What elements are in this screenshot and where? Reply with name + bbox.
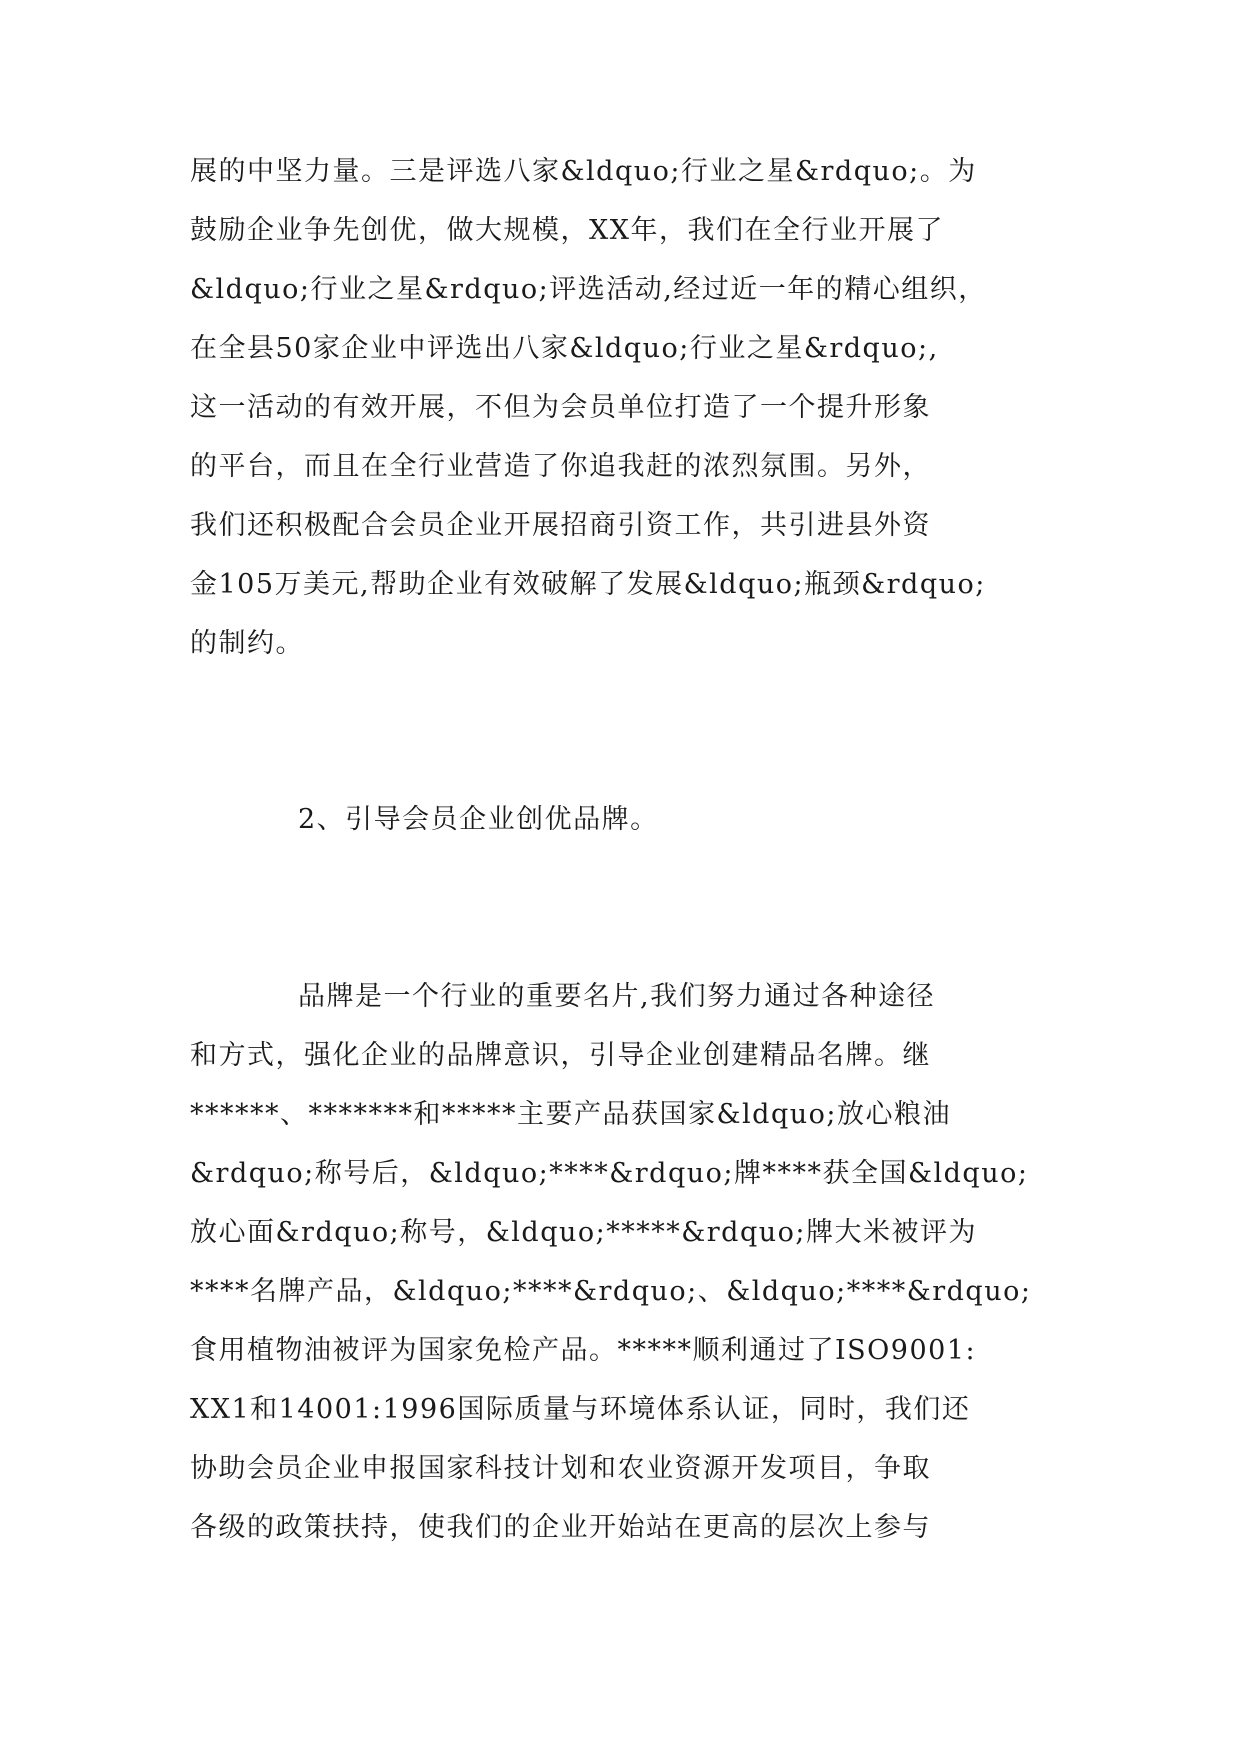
paragraph-1-line: 鼓励企业争先创优，做大规模，XX年，我们在全行业开展了: [190, 215, 944, 246]
paragraph-1-line: 我们还积极配合会员企业开展招商引资工作，共引进县外资: [190, 510, 931, 541]
paragraph-2-line: &rdquo;称号后，&ldquo;****&rdquo;牌****获全国&ldquo;: [190, 1158, 1029, 1189]
section-heading: 2、引导会员企业创优品牌。: [298, 804, 659, 835]
paragraph-1-line: 这一活动的有效开展，不但为会员单位打造了一个提升形象: [190, 392, 931, 423]
paragraph-2-line: 食用植物油被评为国家免检产品。*****顺利通过了ISO9001:: [190, 1335, 977, 1366]
paragraph-1-line: 的平台，而且在全行业营造了你追我赶的浓烈氛围。另外，: [190, 451, 931, 482]
paragraph-1-line: &ldquo;行业之星&rdquo;评选活动,经过近一年的精心组织，: [190, 274, 987, 305]
paragraph-2-line: ******、*******和*****主要产品获国家&ldquo;放心粮油: [190, 1099, 951, 1130]
paragraph-2-line: 品牌是一个行业的重要名片,我们努力通过各种途径: [298, 981, 936, 1012]
paragraph-2-line: 和方式，强化企业的品牌意识，引导企业创建精品名牌。继: [190, 1040, 931, 1071]
paragraph-2-line: ****名牌产品，&ldquo;****&rdquo;、&ldquo;****&rdquo;: [190, 1276, 1032, 1307]
paragraph-1-line: 展的中坚力量。三是评选八家&ldquo;行业之星&rdquo;。为: [190, 156, 977, 187]
paragraph-1-line: 金105万美元,帮助企业有效破解了发展&ldquo;瓶颈&rdquo;: [190, 569, 986, 600]
paragraph-2-line: 协助会员企业申报国家科技计划和农业资源开发项目，争取: [190, 1453, 931, 1484]
paragraph-1-line: 的制约。: [190, 628, 304, 659]
paragraph-1-line: 在全县50家企业中评选出八家&ldquo;行业之星&rdquo;,: [190, 333, 939, 364]
paragraph-2-line: 各级的政策扶持，使我们的企业开始站在更高的层次上参与: [190, 1512, 931, 1543]
paragraph-2-line: 放心面&rdquo;称号，&ldquo;*****&rdquo;牌大米被评为: [190, 1217, 977, 1248]
paragraph-2-line: XX1和14001:1996国际质量与环境体系认证，同时，我们还: [190, 1394, 971, 1425]
